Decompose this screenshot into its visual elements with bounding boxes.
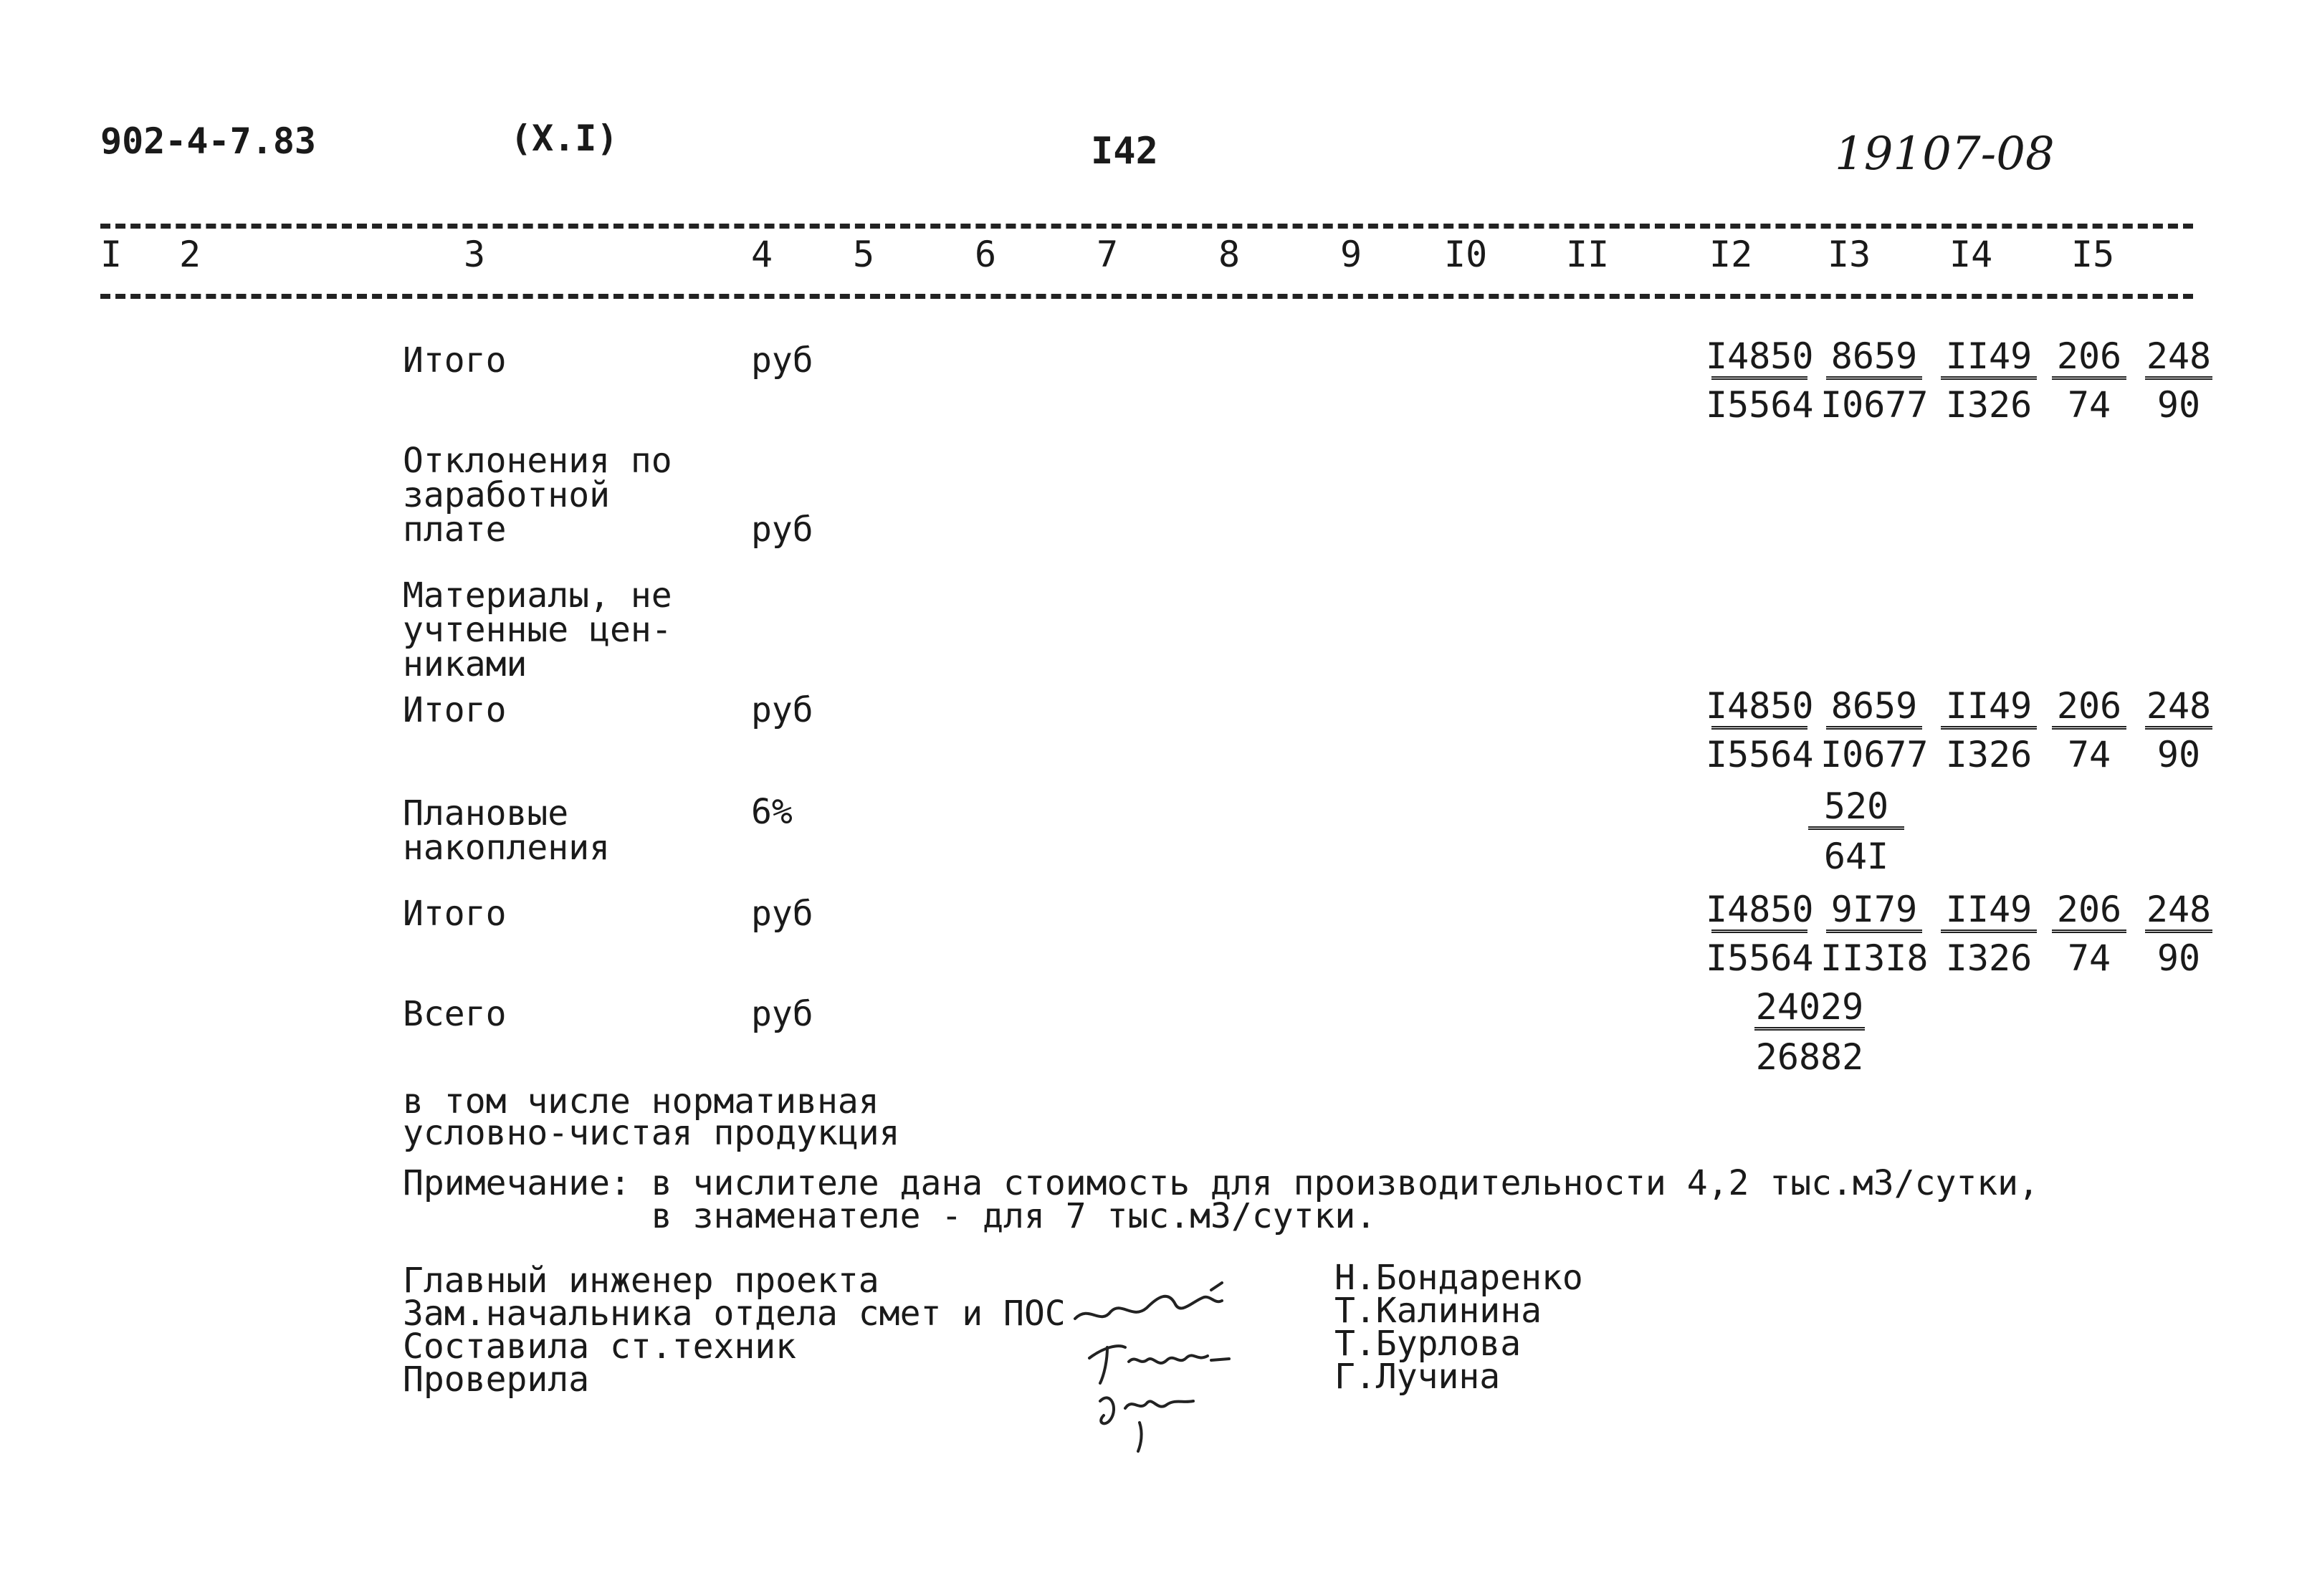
total-denominator: 26882 — [1755, 1036, 1864, 1078]
normative-text: условно-чистая продукция — [403, 1113, 900, 1153]
column-number: 7 — [1097, 234, 1119, 275]
column-number: 9 — [1340, 234, 1362, 275]
row-unit: руб — [751, 340, 813, 381]
col12-numerator: I4850 — [1706, 335, 1814, 377]
row-label: Плановые — [403, 793, 569, 833]
col13-denominator: I0677 — [1820, 734, 1929, 775]
col15b-numerator: 248 — [2139, 892, 2218, 927]
col14-numerator: II49 — [1935, 892, 2043, 927]
handwritten-number: 19107-08 — [1835, 128, 2055, 181]
row-unit: руб — [751, 690, 813, 730]
row-label: никами — [403, 644, 527, 684]
col14-numerator: II49 — [1935, 338, 2043, 374]
col13-denominator: I0677 — [1820, 384, 1929, 426]
row-label: заработной — [403, 475, 610, 515]
col12-numerator: I4850 — [1706, 889, 1814, 930]
column-number: I3 — [1828, 234, 1871, 275]
col13-numerator: 520 — [1802, 788, 1910, 824]
signatory-role: Главный инженер проекта — [403, 1261, 879, 1301]
col14-denominator: I326 — [1945, 734, 2033, 775]
column-number: 2 — [179, 234, 201, 275]
header-top-rule — [100, 224, 2193, 229]
signatory-name: Т.Бурлова — [1334, 1324, 1522, 1364]
row-label: Итого — [403, 340, 507, 381]
col15a-denominator: 74 — [2067, 734, 2111, 775]
header-bottom-rule — [100, 294, 2193, 299]
col15a-numerator: 206 — [2046, 338, 2132, 374]
column-number: I2 — [1709, 234, 1753, 275]
col15a-numerator: 206 — [2046, 892, 2132, 927]
column-number: I4 — [1949, 234, 1993, 275]
signatory-name: Т.Калинина — [1334, 1291, 1542, 1331]
row-unit: 6% — [751, 792, 793, 832]
row-label: Материалы, не — [403, 575, 672, 616]
col15a-denominator: 74 — [2067, 384, 2111, 426]
row-unit: руб — [751, 994, 813, 1034]
col13-denominator: 64I — [1823, 836, 1889, 877]
col15b-denominator: 90 — [2157, 937, 2201, 979]
signatory-role: Зам.начальника отдела смет и ПОС — [403, 1294, 1066, 1334]
row-label: накопления — [403, 828, 610, 868]
column-number: 6 — [975, 234, 997, 275]
handwritten-signatures — [1068, 1276, 1254, 1455]
col14-denominator: I326 — [1945, 937, 2033, 979]
col13-numerator: 8659 — [1820, 338, 1928, 374]
signatory-name: Г.Лучина — [1334, 1357, 1501, 1397]
row-label: Итого — [403, 690, 507, 730]
signatory-role: Составила ст.техник — [403, 1327, 797, 1367]
row-label: Итого — [403, 894, 507, 934]
col14-denominator: I326 — [1945, 384, 2033, 426]
column-number: 8 — [1218, 234, 1241, 275]
col15b-numerator: 248 — [2139, 688, 2218, 724]
col13-numerator: 8659 — [1820, 688, 1928, 724]
column-number: I — [100, 234, 123, 275]
col13-numerator: 9I79 — [1820, 892, 1928, 927]
col15b-numerator: 248 — [2139, 338, 2218, 374]
row-unit: руб — [751, 510, 813, 550]
col12-numerator: I4850 — [1706, 685, 1814, 727]
section-label: (X.I) — [510, 118, 619, 159]
col13-denominator: II3I8 — [1820, 937, 1929, 979]
row-label: Всего — [403, 994, 507, 1034]
signatory-name: Н.Бондаренко — [1334, 1258, 1583, 1298]
row-label: Отклонения по — [403, 441, 672, 481]
column-number: 4 — [751, 234, 773, 275]
column-number: I0 — [1444, 234, 1488, 275]
total-numerator: 24029 — [1749, 989, 1871, 1025]
col12-denominator: I5564 — [1706, 384, 1814, 426]
page-number: I42 — [1091, 130, 1158, 173]
note-text: Примечание: в числителе дана стоимость для производительности 4,2 тыс.м3/сутки, — [403, 1163, 2039, 1203]
document-code: 902-4-7.83 — [100, 120, 317, 162]
column-number: 5 — [853, 234, 875, 275]
col12-denominator: I5564 — [1706, 937, 1814, 979]
col15a-denominator: 74 — [2067, 937, 2111, 979]
column-number: I5 — [2071, 234, 2115, 275]
row-label: учтенные цен- — [403, 610, 672, 650]
col14-numerator: II49 — [1935, 688, 2043, 724]
col15a-numerator: 206 — [2046, 688, 2132, 724]
column-number: 3 — [464, 234, 486, 275]
col15b-denominator: 90 — [2157, 384, 2201, 426]
signatory-role: Проверила — [403, 1360, 590, 1400]
column-number: II — [1566, 234, 1610, 275]
col12-denominator: I5564 — [1706, 734, 1814, 775]
note-text: в знаменателе - для 7 тыс.м3/сутки. — [403, 1196, 1377, 1236]
row-label: плате — [403, 510, 507, 550]
normative-text: в том числе нормативная — [403, 1081, 879, 1122]
row-unit: руб — [751, 894, 813, 934]
col15b-denominator: 90 — [2157, 734, 2201, 775]
